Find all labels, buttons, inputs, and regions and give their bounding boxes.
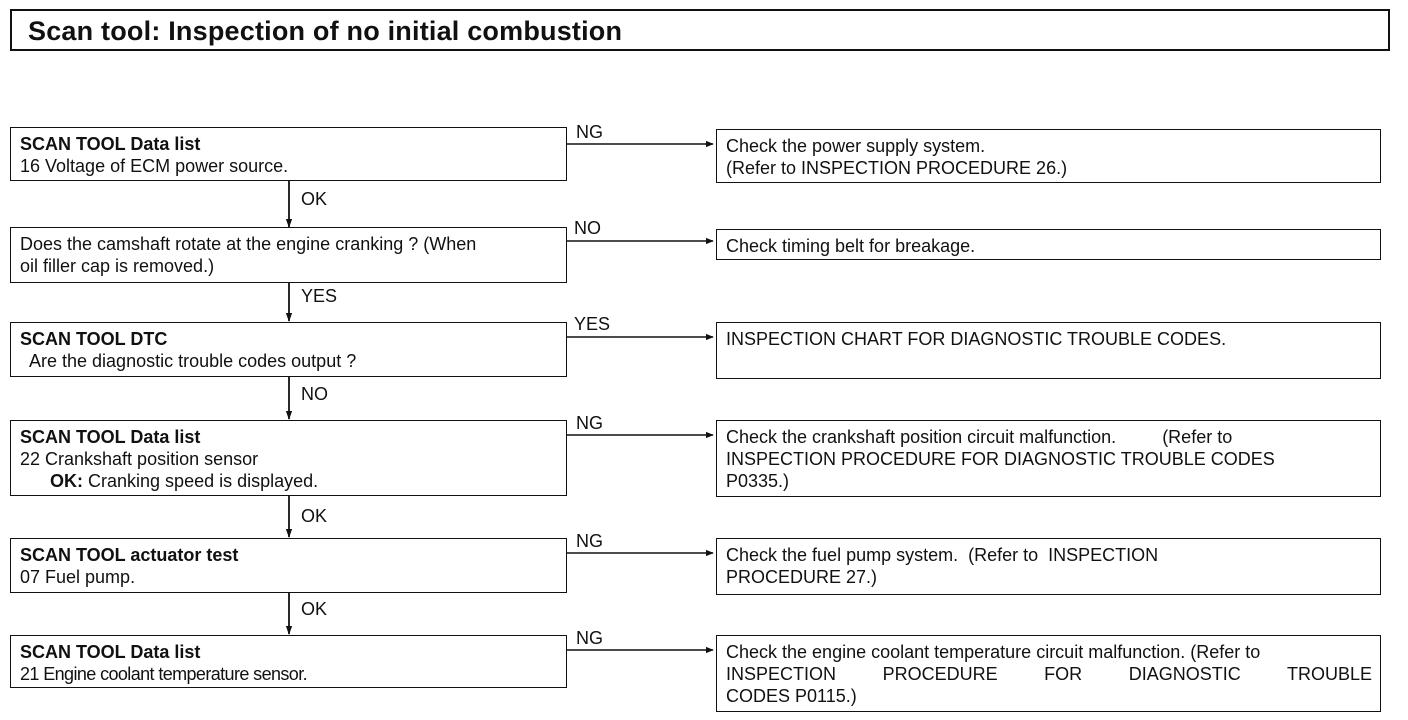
result-5-line-1: Check the fuel pump system. (Refer to INSPECTION: [726, 545, 1159, 565]
result-2-line-1: Check timing belt for breakage.: [726, 236, 976, 256]
result-1-line-2: (Refer to INSPECTION PROCEDURE 26.): [726, 158, 1068, 178]
result-4-line-3: P0335.): [726, 471, 790, 491]
result-box-5: [716, 538, 1381, 595]
step-5-heading: SCAN TOOL actuator test: [20, 545, 239, 565]
step-3-heading: SCAN TOOL DTC: [20, 329, 168, 349]
step-box-2: [10, 227, 567, 283]
step-6-heading: SCAN TOOL Data list: [20, 642, 201, 662]
result-box-4: [716, 420, 1381, 497]
step-box-6: [10, 635, 567, 688]
step-2-question-line-1: Does the camshaft rotate at the engine cranking ? (When: [20, 234, 477, 254]
result-5-line-2: PROCEDURE 27.): [726, 567, 878, 587]
step-1-branch-label: NG: [576, 122, 603, 142]
result-4-line-1: Check the crankshaft position circuit malfunction.: [726, 427, 1117, 447]
step-2-branch-label: NO: [574, 218, 601, 238]
step-4-detail: 22 Crankshaft position sensor: [20, 449, 259, 469]
step-1-down-label: OK: [301, 189, 328, 209]
result-6-line-2: INSPECTION PROCEDURE FOR DIAGNOSTIC TROUBLE: [726, 664, 1372, 684]
step-3-branch-label: YES: [574, 314, 611, 334]
step-2-down-label: YES: [301, 286, 338, 306]
step-2-question-line-2: oil filler cap is removed.): [20, 256, 215, 276]
step-4-ok-text: Cranking speed is displayed.: [88, 471, 319, 491]
result-1-line-1: Check the power supply system.: [726, 136, 986, 156]
result-4-line-1-refer: (Refer to: [1162, 427, 1233, 447]
step-5-down-label: OK: [301, 599, 328, 619]
result-3-line-1: INSPECTION CHART FOR DIAGNOSTIC TROUBLE CODES.: [726, 329, 1227, 349]
step-3-down-label: NO: [301, 384, 328, 404]
step-6-branch-label: NG: [576, 628, 603, 648]
result-box-1: [716, 129, 1381, 183]
step-4-ok-prefix: OK:: [50, 471, 83, 491]
step-5-branch-label: NG: [576, 531, 603, 551]
step-4-down-label: OK: [301, 506, 328, 526]
step-box-1: [10, 127, 567, 181]
step-5-detail: 07 Fuel pump.: [20, 567, 136, 587]
step-1-heading: SCAN TOOL Data list: [20, 134, 201, 154]
result-6-line-3: CODES P0115.): [726, 686, 857, 706]
step-4-branch-label: NG: [576, 413, 603, 433]
step-4-heading: SCAN TOOL Data list: [20, 427, 201, 447]
result-box-6: [716, 635, 1381, 712]
step-box-4: [10, 420, 567, 496]
result-box-2: [716, 229, 1381, 260]
result-4-line-2: INSPECTION PROCEDURE FOR DIAGNOSTIC TROUBLE CODES: [726, 449, 1275, 469]
result-box-3: [716, 322, 1381, 379]
step-box-3: [10, 322, 567, 377]
step-box-5: [10, 538, 567, 593]
result-6-line-1: Check the engine coolant temperature circuit malfunction. (Refer to: [726, 642, 1261, 662]
step-3-detail: Are the diagnostic trouble codes output ?: [29, 351, 357, 371]
page-title: Scan tool: Inspection of no initial combustion: [28, 16, 623, 46]
step-6-detail: 21 Engine coolant temperature sensor.: [20, 664, 307, 684]
step-1-detail: 16 Voltage of ECM power source.: [20, 156, 289, 176]
